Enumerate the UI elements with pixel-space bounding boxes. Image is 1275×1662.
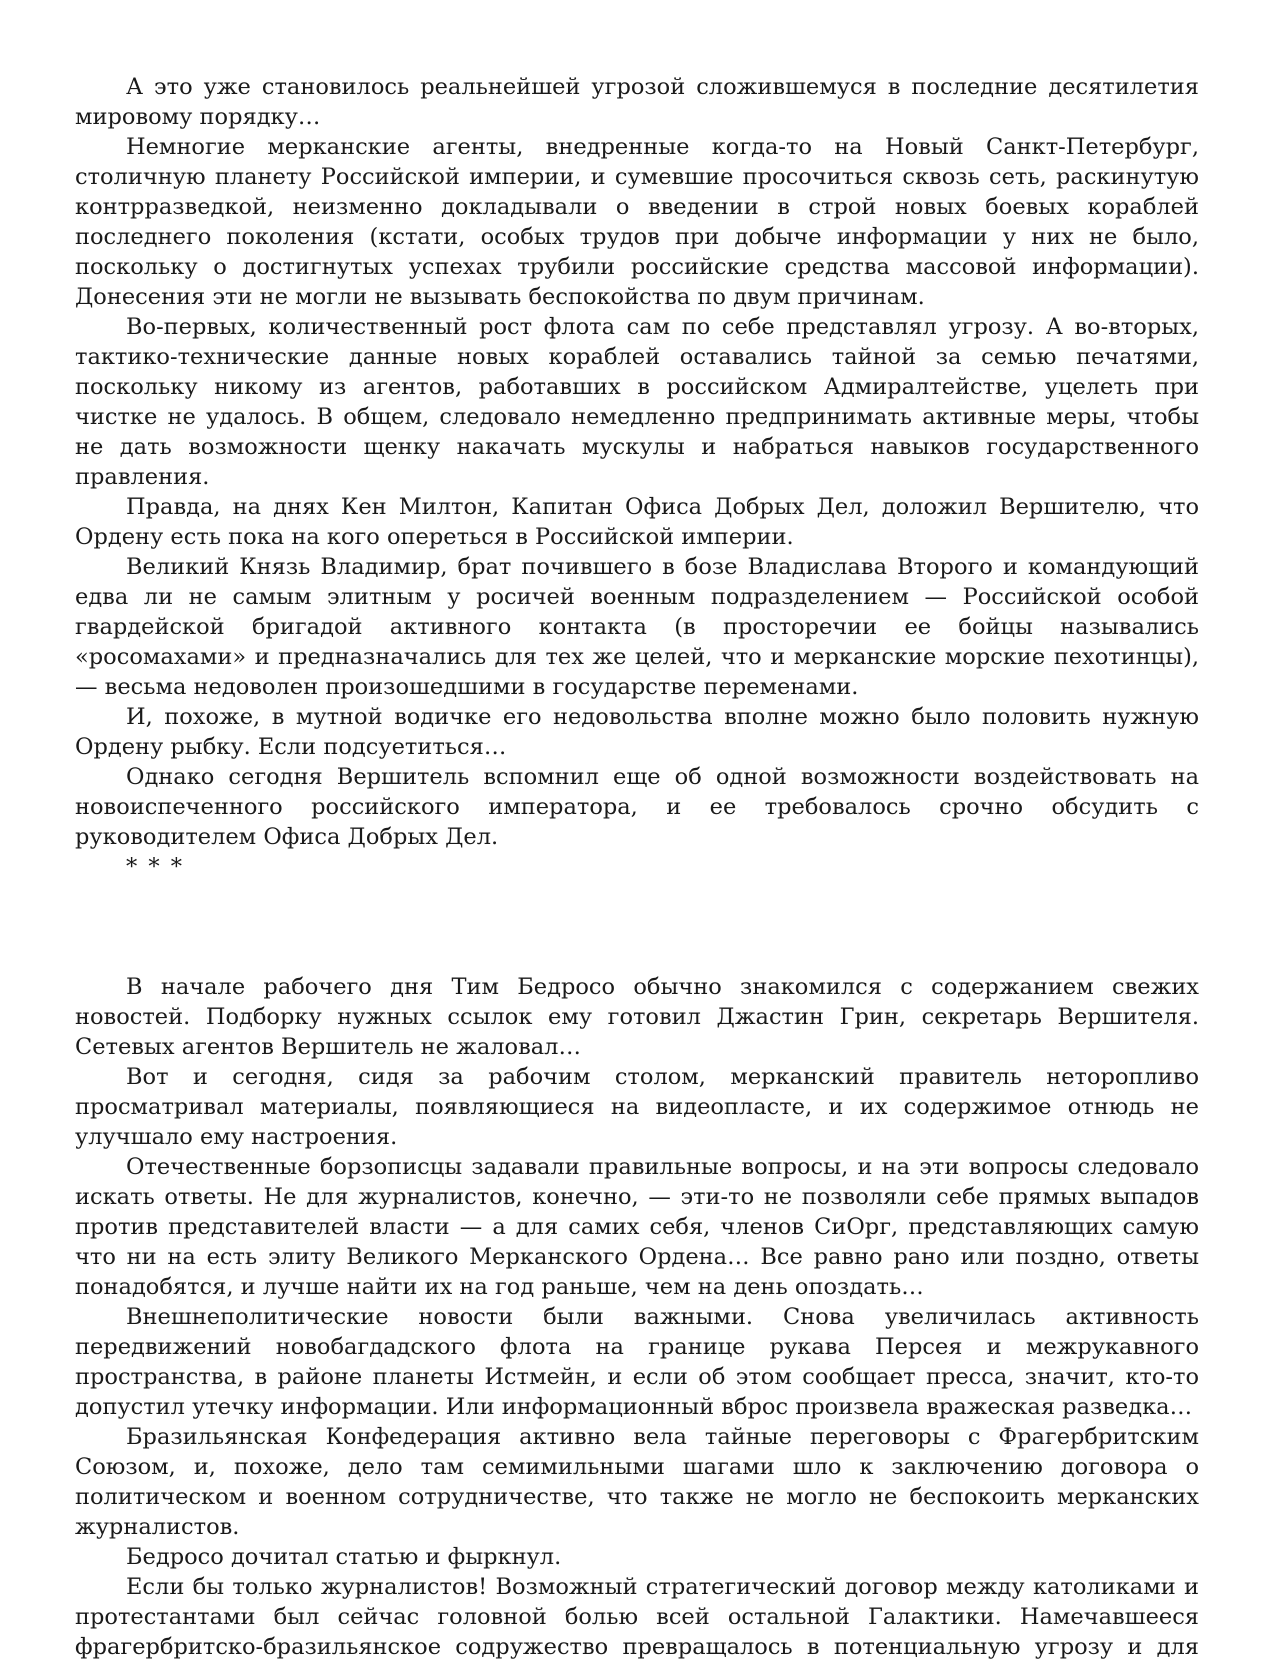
paragraph: Однако сегодня Вершитель вспомнил еще об одной возможности воздействовать на новоиспеченного российского императора, и ее требовалось срочно обсудить с руководителем Офиса Добрых Дел.: [75, 764, 1199, 850]
paragraph: И, похоже, в мутной водичке его недовольства вполне можно было половить нужную Ордену рыбку. Если подсуетиться…: [75, 704, 1199, 760]
paragraph: Бедросо дочитал статью и фыркнул.: [126, 1544, 562, 1570]
paragraph: Отечественные борзописцы задавали правильные вопросы, и на эти вопросы следовало искать ответы. Не для журналистов, конечно, — эти-то не позволяли себе прямых выпадов против представителей власти — а для самих себя, членов СиОрг, представляющих самую что ни на есть элиту Великого Мерканского Ордена… Все равно рано или поздно, ответы понадобятся, и лучше найти их на год раньше, чем на день опоздать…: [75, 1154, 1199, 1300]
paragraph: Немногие мерканские агенты, внедренные когда-то на Новый Санкт-Петербург, столичную планету Российской империи, и сумевшие просочиться сквозь сеть, раскинутую контрразведкой, неизменно докладывали о введении в строй новых боевых кораблей последнего поколения (кстати, особых трудов при добыче информации у них не было, поскольку о достигнутых успехах трубили российские средства массовой информации). Донесения эти не могли не вызывать беспокойства по двум причинам.: [75, 134, 1199, 310]
document-page: [75, 72, 1199, 1662]
paragraph: Во-первых, количественный рост флота сам по себе представлял угрозу. А во-вторых, тактико-технические данные новых кораблей оставались тайной за семью печатями, поскольку никому из агентов, работавших в российском Адмиралтействе, уцелеть при чистке не удалось. В общем, следовало немедленно предпринимать активные меры, чтобы не дать возможности щенку накачать мускулы и набраться навыков государственного правления.: [75, 314, 1199, 490]
paragraph: А это уже становилось реальнейшей угрозой сложившемуся в последние десятилетия мировому порядку…: [75, 74, 1199, 130]
paragraph: Правда, на днях Кен Милтон, Капитан Офиса Добрых Дел, доложил Вершителю, что Ордену есть пока на кого опереться в Российской империи.: [75, 494, 1199, 550]
scene-separator: * * *: [126, 854, 185, 880]
section-gap: [75, 882, 1199, 972]
paragraph: Если бы только журналистов! Возможный стратегический договор между католиками и протестантами был сейчас головной болью всей остальной Галактики. Намечавшееся фрагербритско-бразильянское содружество превращалось в потенциальную угрозу и для: [75, 1574, 1199, 1660]
paragraph: Бразильянская Конфедерация активно вела тайные переговоры с Фрагербритским Союзом, и, похоже, дело там семимильными шагами шло к заключению договора о политическом и военном сотрудничестве, что также не могло не беспокоить мерканских журналистов.: [75, 1424, 1199, 1540]
paragraph: Великий Князь Владимир, брат почившего в бозе Владислава Второго и командующий едва ли не самым элитным у росичей военным подразделением — Российской особой гвардейской бригадой активного контакта (в просторечии ее бойцы назывались «росомахами» и предназначались для тех же целей, что и мерканские морские пехотинцы), — весьма недоволен произошедшими в государстве переменами.: [75, 554, 1199, 700]
paragraph: В начале рабочего дня Тим Бедросо обычно знакомился с содержанием свежих новостей. Подборку нужных ссылок ему готовил Джастин Грин, секретарь Вершителя. Сетевых агентов Вершитель не жаловал…: [75, 974, 1199, 1060]
paragraph: Внешнеполитические новости были важными. Снова увеличилась активность передвижений новобагдадского флота на границе рукава Персея и межрукавного пространства, в районе планеты Истмейн, и если об этом сообщает пресса, значит, кто-то допустил утечку информации. Или информационный вброс произвела вражеская разведка…: [75, 1304, 1199, 1420]
paragraph: Вот и сегодня, сидя за рабочим столом, мерканский правитель неторопливо просматривал материалы, появляющиеся на видеопласте, и их содержимое отнюдь не улучшало ему настроения.: [75, 1064, 1199, 1150]
